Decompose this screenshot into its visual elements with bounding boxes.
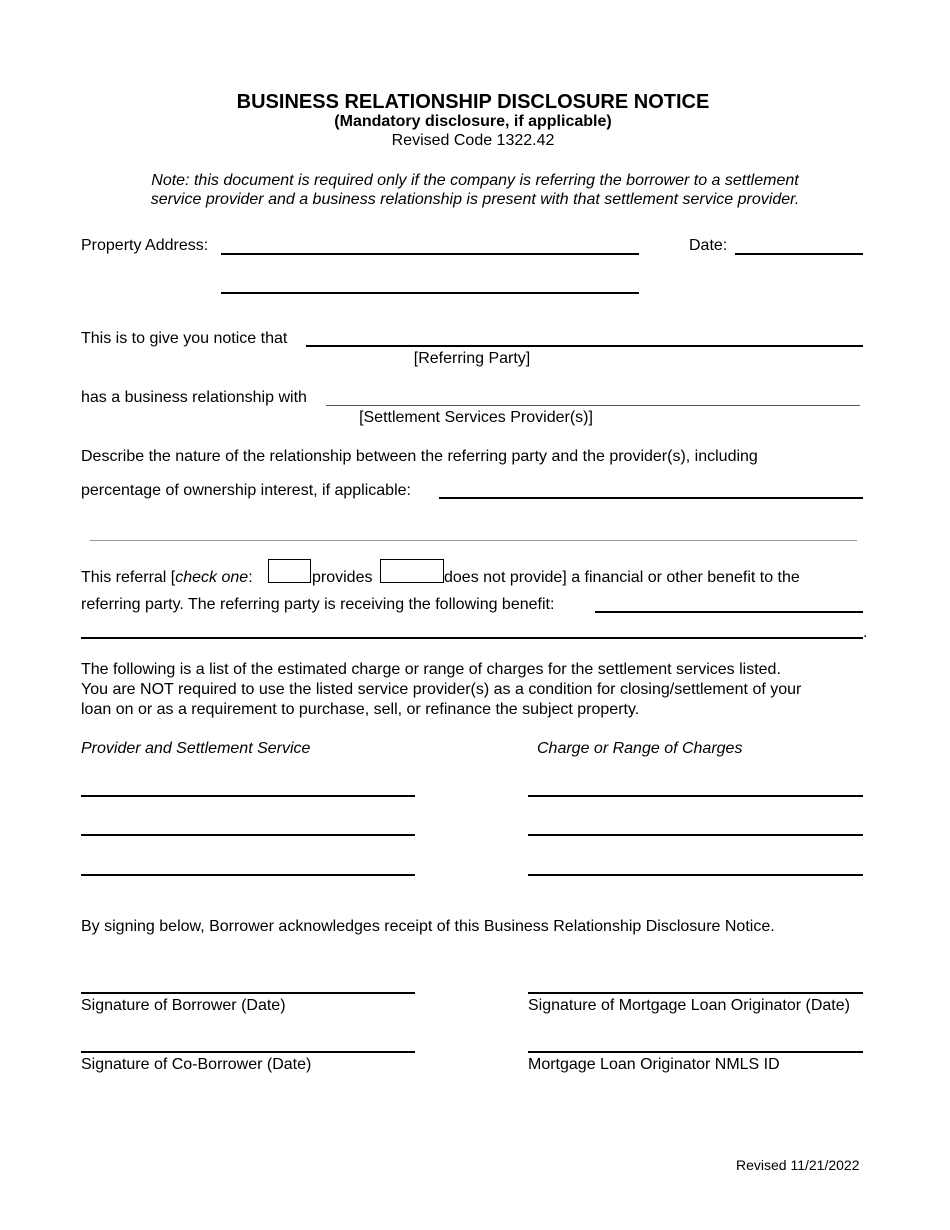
charges-paragraph-line-3: loan on or as a requirement to purchase, sell, or refinance the subject property.	[81, 701, 640, 718]
co-borrower-signature-field[interactable]	[81, 1051, 415, 1053]
charges-paragraph-line-1: The following is a list of the estimated charge or range of charges for the settlement services listed.	[81, 661, 781, 678]
document-subtitle: (Mandatory disclosure, if applicable)	[334, 113, 612, 130]
benefit-label: referring party. The referring party is receiving the following benefit:	[81, 596, 555, 613]
borrower-signature-label: Signature of Borrower (Date)	[81, 997, 286, 1014]
revised-code: Revised Code 1322.42	[391, 132, 555, 149]
provider-field-2[interactable]	[81, 834, 415, 836]
provides-label: provides	[312, 569, 373, 586]
document-title: BUSINESS RELATIONSHIP DISCLOSURE NOTICE	[236, 91, 710, 113]
benefit-field[interactable]	[595, 611, 863, 613]
charge-field-1[interactable]	[528, 795, 863, 797]
does-not-provide-checkbox[interactable]	[380, 559, 444, 583]
provider-column-header: Provider and Settlement Service	[81, 740, 311, 757]
revision-date: Revised 11/21/2022	[736, 1157, 860, 1173]
referring-party-caption: [Referring Party]	[413, 350, 531, 367]
provider-field-3[interactable]	[81, 874, 415, 876]
charge-field-3[interactable]	[528, 874, 863, 876]
property-address-field[interactable]	[221, 253, 639, 255]
ownership-interest-field[interactable]	[439, 497, 863, 499]
charges-paragraph-line-2: You are NOT required to use the listed service provider(s) as a condition for closing/settlement of your	[81, 681, 802, 698]
charge-field-2[interactable]	[528, 834, 863, 836]
relationship-description-field[interactable]	[90, 540, 857, 541]
date-field[interactable]	[735, 253, 863, 255]
benefit-field-line-2[interactable]	[81, 637, 863, 639]
referring-party-field[interactable]	[306, 345, 863, 347]
co-borrower-signature-label: Signature of Co-Borrower (Date)	[81, 1056, 312, 1073]
provides-checkbox[interactable]	[268, 559, 311, 583]
note-line-1: Note: this document is required only if the company is referring the borrower to a settlement	[151, 172, 799, 189]
relationship-label: has a business relationship with	[81, 389, 307, 406]
property-address-label: Property Address:	[81, 237, 209, 254]
describe-line-2: percentage of ownership interest, if applicable:	[81, 482, 411, 499]
nmls-id-label: Mortgage Loan Originator NMLS ID	[528, 1056, 780, 1073]
loan-originator-signature-label: Signature of Mortgage Loan Originator (Date)	[528, 997, 850, 1014]
settlement-provider-caption: [Settlement Services Provider(s)]	[359, 409, 593, 426]
does-not-provide-label: does not provide] a financial or other benefit to the	[444, 569, 800, 586]
borrower-signature-field[interactable]	[81, 992, 415, 994]
describe-line-1: Describe the nature of the relationship between the referring party and the provider(s), including	[81, 448, 758, 465]
settlement-provider-field[interactable]	[326, 405, 860, 406]
notice-label: This is to give you notice that	[81, 330, 288, 347]
note-line-2: service provider and a business relationship is present with that settlement service provider.	[150, 191, 800, 208]
property-address-field-line-2[interactable]	[221, 292, 639, 294]
provider-field-1[interactable]	[81, 795, 415, 797]
loan-originator-signature-field[interactable]	[528, 992, 863, 994]
benefit-period: .	[863, 624, 868, 641]
date-label: Date:	[689, 237, 728, 254]
charge-column-header: Charge or Range of Charges	[537, 740, 743, 757]
referral-line-1: This referral [check one:	[81, 569, 253, 586]
acknowledgment-text: By signing below, Borrower acknowledges receipt of this Business Relationship Disclosure Notice.	[81, 918, 775, 935]
nmls-id-field[interactable]	[528, 1051, 863, 1053]
